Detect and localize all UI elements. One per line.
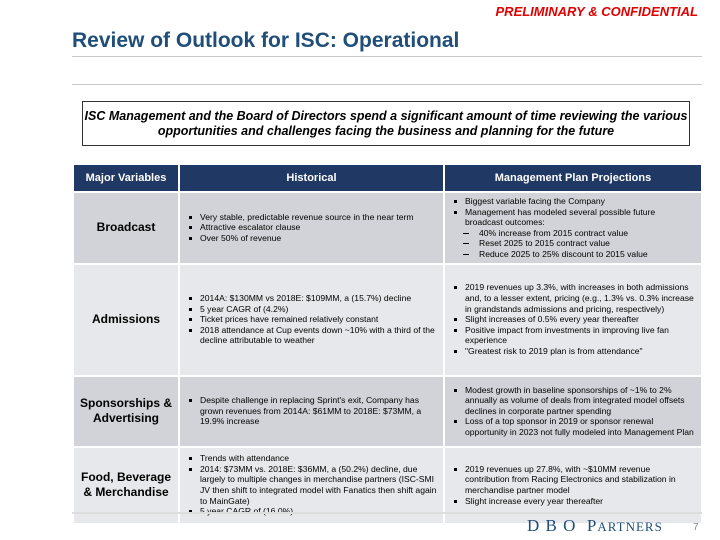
historical-cell xyxy=(179,264,444,376)
callout-box: ISC Management and the Board of Directors spend a significant amount of time reviewing the various opportunities and challenges facing the business and planning for the future xyxy=(82,101,690,146)
bullet-item: 5 year CAGR of (4.2%) xyxy=(200,304,437,315)
bullet-item: "Greatest risk to 2019 plan is from attendance" xyxy=(465,346,695,357)
dbo-partners-logo: D B O PARTNERS xyxy=(527,516,663,535)
bullet-item: Biggest variable facing the Company xyxy=(465,196,695,207)
column-header: Historical xyxy=(179,164,444,192)
confidential-label: PRELIMINARY & CONFIDENTIAL xyxy=(495,4,698,19)
bullet-item: Loss of a top sponsor in 2019 or sponsor renewal opportunity in 2023 not fully modeled into Management Plan xyxy=(465,416,694,437)
bullet-item: Ticket prices have remained relatively constant xyxy=(200,314,437,325)
bullet-item: Attractive escalator clause xyxy=(200,222,437,233)
bullet-list xyxy=(186,395,437,427)
bullet-item: 2014A: $130MM vs 2018E: $109MM, a (15.7%) decline xyxy=(200,293,437,304)
bullet-item: Reset 2025 to 2015 contract value xyxy=(479,238,695,249)
historical-cell xyxy=(179,192,444,264)
bullet-item: Positive impact from investments in improving live fan experience xyxy=(465,325,695,346)
projections-cell xyxy=(444,264,702,376)
table-row xyxy=(73,264,702,376)
bullet-item: Reduce 2025 to 25% discount to 2015 value xyxy=(479,249,695,260)
table-row xyxy=(73,376,702,447)
row-label: Admissions xyxy=(73,264,179,376)
column-header: Major Variables xyxy=(73,164,179,192)
bullet-list xyxy=(451,385,695,438)
bullet-item: Very stable, predictable revenue source in the near term xyxy=(200,212,437,223)
bullet-item: 2014: $73MM vs. 2018E: $36MM, a (50.2%) decline, due largely to multiple changes in merchandise partners (ISC-SMI JV then shift to integrated model with Fanatics then shift again to MainGate) xyxy=(200,463,437,506)
column-header: Management Plan Projections xyxy=(444,164,702,192)
bullet-item: Slight increases of 0.5% every year thereafter xyxy=(465,314,695,325)
bullet-list xyxy=(451,464,695,506)
bullet-list xyxy=(186,453,437,517)
bullet-item: Trends with attendance xyxy=(200,453,437,464)
bullet-list xyxy=(451,282,695,356)
row-label: Sponsorships & Advertising xyxy=(73,376,179,447)
projections-cell xyxy=(444,192,702,264)
page-number: 7 xyxy=(693,522,699,533)
bullet-list xyxy=(451,228,695,260)
bullet-item: 2019 revenues up 3.3%, with increases in both admissions and, to a lesser extent, pricing (e.g., 1.3% vs. 0.3% increase in grandstands admissions and pricing, respectively) xyxy=(465,282,694,314)
bullet-item: Over 50% of revenue xyxy=(200,233,437,244)
bullet-item: Slight increase every year thereafter xyxy=(465,496,695,507)
historical-cell xyxy=(179,376,444,447)
divider xyxy=(72,56,702,57)
bullet-item: Despite challenge in replacing Sprint's exit, Company has grown revenues from 2014A: $61MM to 2018E: $73MM, a 19.9% increase xyxy=(200,395,437,427)
divider xyxy=(72,84,702,85)
bullet-item: 40% increase from 2015 contract value xyxy=(479,228,695,239)
bullet-list xyxy=(451,196,695,228)
page-title: Review of Outlook for ISC: Operational xyxy=(72,29,460,52)
table-row xyxy=(73,192,702,264)
variables-table xyxy=(72,163,703,525)
bullet-list xyxy=(186,293,437,346)
bullet-item: Modest growth in baseline sponsorships of ~1% to 2% annually as volume of deals from integrated model offsets declines in corporate partner spending xyxy=(465,385,695,417)
divider xyxy=(72,512,702,514)
row-label: Broadcast xyxy=(73,192,179,264)
row-label: Food, Beverage & Merchandise xyxy=(73,447,179,524)
bullet-item: 2018 attendance at Cup events down ~10% with a third of the decline attributable to weather xyxy=(200,325,437,346)
bullet-item: Management has modeled several possible future broadcast outcomes: xyxy=(465,207,695,228)
projections-cell xyxy=(444,376,702,447)
bullet-list xyxy=(186,212,437,244)
bullet-item: 2019 revenues up 27.8%, with ~$10MM revenue contribution from Racing Electronics and stabilization in merchandise partner model xyxy=(465,464,695,496)
